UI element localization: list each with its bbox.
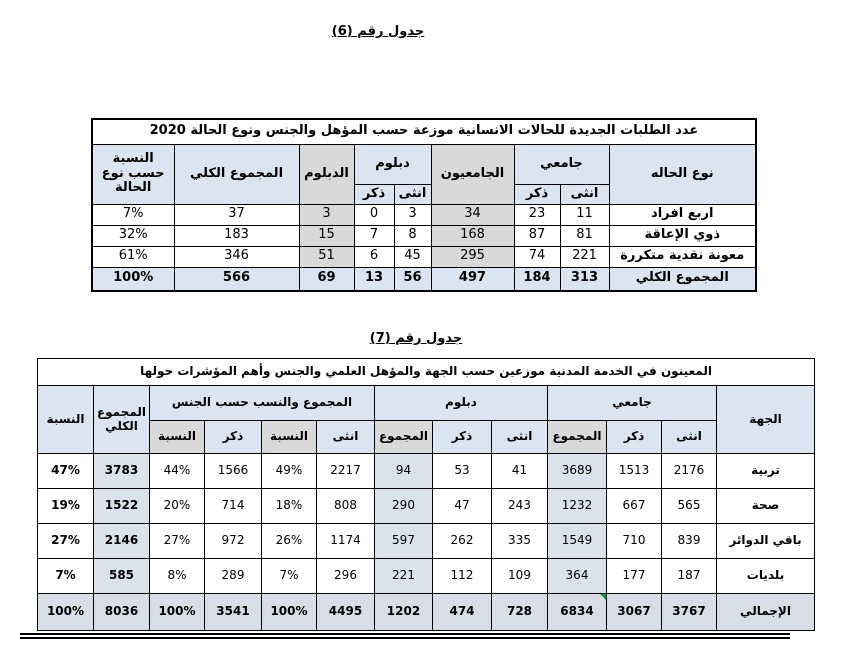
row-label: صحة (717, 489, 815, 524)
cell: 56 (394, 267, 431, 291)
cell: 27% (150, 524, 205, 559)
cell: 15 (299, 225, 354, 246)
cell: 112 (433, 559, 492, 594)
cell: 61% (92, 246, 174, 267)
total-row (92, 267, 756, 291)
cell: 69 (299, 267, 354, 291)
cell: 187 (662, 559, 717, 594)
header-row-2 (38, 421, 815, 454)
cell: 183 (174, 225, 299, 246)
cell: 667 (607, 489, 662, 524)
row-label: المجموع الكلي (609, 267, 756, 291)
header-row-1 (92, 144, 756, 184)
cell: 6 (354, 246, 394, 267)
cell: 18% (262, 489, 317, 524)
header-percentage: النسبة حسب نوع الحالة (92, 144, 174, 204)
cell: 839 (662, 524, 717, 559)
cell: 8 (394, 225, 431, 246)
cell: 44% (150, 454, 205, 489)
table-7 (37, 358, 815, 631)
cell: 313 (560, 267, 609, 291)
cell: 296 (317, 559, 375, 594)
cell: 100% (150, 594, 205, 631)
header-female: انثى (394, 184, 431, 204)
cell: 1174 (317, 524, 375, 559)
cell: 100% (92, 267, 174, 291)
header-entity: الجهة (717, 386, 815, 454)
cell: 335 (492, 524, 548, 559)
cell: 3689 (548, 454, 607, 489)
cell: 1522 (94, 489, 150, 524)
cell: 49% (262, 454, 317, 489)
cell: 41 (492, 454, 548, 489)
cell: 3 (299, 204, 354, 225)
cell: 51 (299, 246, 354, 267)
caption-row (92, 119, 756, 144)
cell: 710 (607, 524, 662, 559)
header-female: انثى (662, 421, 717, 454)
header-male: ذكر (433, 421, 492, 454)
cell: 474 (433, 594, 492, 631)
table-6-caption: عدد الطلبات الجديدة للحالات الانسانية موزعة حسب المؤهل والجنس ونوع الحالة 2020 (92, 119, 756, 144)
cell: 87 (514, 225, 560, 246)
cell: 714 (205, 489, 262, 524)
table-row (38, 489, 815, 524)
cell: 4495 (317, 594, 375, 631)
bottom-double-line (20, 633, 790, 639)
cell-with-error-flag: 6834 (548, 594, 607, 631)
cell: 1513 (607, 454, 662, 489)
cell: 7% (92, 204, 174, 225)
header-diploma: دبلوم (375, 386, 548, 421)
row-label: باقي الدوائر (717, 524, 815, 559)
header-university: جامعي (548, 386, 717, 421)
cell: 100% (262, 594, 317, 631)
cell: 289 (205, 559, 262, 594)
cell: 53 (433, 454, 492, 489)
cell: 27% (38, 524, 94, 559)
cell: 13 (354, 267, 394, 291)
header-university-total: الجامعيون (431, 144, 514, 204)
cell: 23 (514, 204, 560, 225)
table-7-container (38, 358, 815, 631)
cell: 221 (375, 559, 433, 594)
cell: 808 (317, 489, 375, 524)
cell: 1232 (548, 489, 607, 524)
table-7-caption: المعينون في الخدمة المدنية موزعين حسب الجهة والمؤهل العلمي والجنس وأهم المؤشرات حولها (38, 359, 815, 386)
table-row (92, 225, 756, 246)
header-university: جامعي (514, 144, 609, 184)
header-male: ذكر (514, 184, 560, 204)
table-row (38, 559, 815, 594)
cell: 2146 (94, 524, 150, 559)
cell: 26% (262, 524, 317, 559)
header-ratio: النسبة (150, 421, 205, 454)
header-case-type: نوع الحاله (609, 144, 756, 204)
table-6-title: جدول رقم (6) (331, 24, 425, 39)
table-7-title: جدول رقم (7) (369, 331, 463, 346)
table-6 (91, 118, 757, 292)
cell: 585 (94, 559, 150, 594)
header-total: المجموع (375, 421, 433, 454)
table-row (38, 454, 815, 489)
cell: 3541 (205, 594, 262, 631)
row-label: معونة نقدية متكررة (609, 246, 756, 267)
table-row (92, 204, 756, 225)
header-diploma: دبلوم (354, 144, 431, 184)
header-female: انثى (492, 421, 548, 454)
cell: 2176 (662, 454, 717, 489)
table-6-container (93, 118, 757, 292)
header-ratio: النسبة (262, 421, 317, 454)
cell: 597 (375, 524, 433, 559)
cell: 1549 (548, 524, 607, 559)
cell: 8036 (94, 594, 150, 631)
header-grand-total: المجموع الكلي (94, 386, 150, 454)
cell: 19% (38, 489, 94, 524)
cell: 47 (433, 489, 492, 524)
cell: 94 (375, 454, 433, 489)
cell: 37 (174, 204, 299, 225)
cell: 81 (560, 225, 609, 246)
cell: 109 (492, 559, 548, 594)
cell: 566 (174, 267, 299, 291)
cell: 290 (375, 489, 433, 524)
table-row (92, 246, 756, 267)
row-label: ذوي الإعاقة (609, 225, 756, 246)
cell: 45 (394, 246, 431, 267)
cell: 262 (433, 524, 492, 559)
cell: 74 (514, 246, 560, 267)
header-total: المجموع (548, 421, 607, 454)
cell: 3 (394, 204, 431, 225)
cell: 0 (354, 204, 394, 225)
row-label: بلديات (717, 559, 815, 594)
header-gender-group: المجموع والنسب حسب الجنس (150, 386, 375, 421)
cell: 364 (548, 559, 607, 594)
cell: 184 (514, 267, 560, 291)
caption-row (38, 359, 815, 386)
row-label: الإجمالي (717, 594, 815, 631)
header-female: انثى (317, 421, 375, 454)
cell: 3067 (607, 594, 662, 631)
cell: 221 (560, 246, 609, 267)
cell: 8% (150, 559, 205, 594)
cell: 100% (38, 594, 94, 631)
header-male: ذكر (354, 184, 394, 204)
cell: 168 (431, 225, 514, 246)
header-grand-total: المجموع الكلي (174, 144, 299, 204)
row-label: تربية (717, 454, 815, 489)
cell: 11 (560, 204, 609, 225)
cell: 1566 (205, 454, 262, 489)
cell: 728 (492, 594, 548, 631)
cell: 7% (262, 559, 317, 594)
cell: 295 (431, 246, 514, 267)
cell: 20% (150, 489, 205, 524)
header-percentage: النسبة (38, 386, 94, 454)
cell: 565 (662, 489, 717, 524)
cell: 3767 (662, 594, 717, 631)
cell: 7 (354, 225, 394, 246)
table-row (38, 524, 815, 559)
header-diploma-total: الدبلوم (299, 144, 354, 204)
cell: 47% (38, 454, 94, 489)
cell: 177 (607, 559, 662, 594)
header-row-1 (38, 386, 815, 421)
header-female: انثى (560, 184, 609, 204)
cell: 7% (38, 559, 94, 594)
cell: 3783 (94, 454, 150, 489)
header-male: ذكر (205, 421, 262, 454)
row-label: اربع افراد (609, 204, 756, 225)
header-male: ذكر (607, 421, 662, 454)
cell: 243 (492, 489, 548, 524)
cell: 346 (174, 246, 299, 267)
cell: 32% (92, 225, 174, 246)
cell: 34 (431, 204, 514, 225)
cell: 972 (205, 524, 262, 559)
cell: 497 (431, 267, 514, 291)
cell: 1202 (375, 594, 433, 631)
cell: 2217 (317, 454, 375, 489)
total-row (38, 594, 815, 631)
